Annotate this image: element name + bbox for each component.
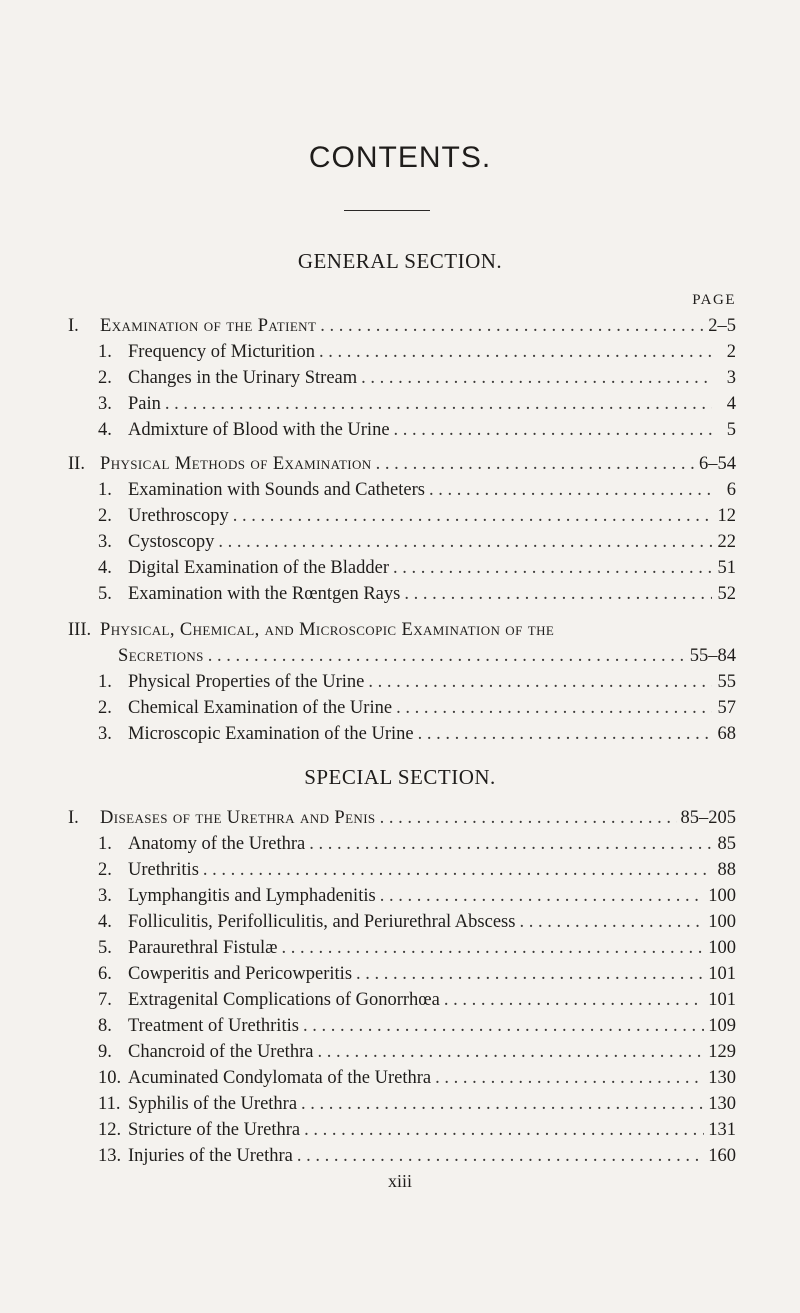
page-number: 85 xyxy=(717,834,736,854)
entry-number: 8. xyxy=(98,1016,112,1036)
toc-entry xyxy=(98,910,736,936)
entry-number: 1. xyxy=(98,672,112,692)
entry-title: Syphilis of the Urethra xyxy=(128,1094,298,1114)
page-number: 55 xyxy=(717,672,736,692)
entry-number: 10. xyxy=(98,1068,122,1088)
page-number: 85–205 xyxy=(680,808,736,828)
entry-title: Admixture of Blood with the Urine xyxy=(128,420,390,440)
page-number: 2 xyxy=(726,342,736,362)
chapter-title-continuation: Secretions xyxy=(118,646,204,666)
chapter-title: Physical, Chemical, and Microscopic Examination of the xyxy=(100,620,555,640)
page-number: 3 xyxy=(726,368,736,388)
page-folio: xiii xyxy=(387,1171,412,1191)
entry-title: Paraurethral Fistulæ xyxy=(128,938,278,958)
page-number: 2–5 xyxy=(708,316,736,336)
page-number: 51 xyxy=(717,558,736,578)
entry-number: 4. xyxy=(98,912,112,932)
entry-title: Chancroid of the Urethra xyxy=(128,1042,314,1062)
entry-number: 2. xyxy=(98,698,112,718)
entry-number: 4. xyxy=(98,558,112,578)
entry-number: 11. xyxy=(98,1094,121,1114)
dot-leader xyxy=(394,418,712,442)
page-number: 101 xyxy=(708,964,736,984)
entry-title: Urethroscopy xyxy=(128,506,229,526)
toc-entry xyxy=(98,1040,736,1066)
entry-number: 2. xyxy=(98,860,112,880)
page-number: 88 xyxy=(717,860,736,880)
page-number: 109 xyxy=(708,1016,736,1036)
page-number: 101 xyxy=(708,990,736,1010)
dot-leader xyxy=(393,556,712,580)
toc-entry xyxy=(98,696,736,722)
entry-title: Examination with the Rœntgen Rays xyxy=(128,584,401,604)
general-section-heading: GENERAL SECTION. xyxy=(297,249,503,273)
toc-chapter-continuation xyxy=(118,644,736,670)
chapter-number: I. xyxy=(68,316,79,336)
page-number: 57 xyxy=(717,698,736,718)
entry-number: 5. xyxy=(98,584,112,604)
toc-entry xyxy=(98,340,736,366)
entry-number: 3. xyxy=(98,886,112,906)
entry-title: Anatomy of the Urethra xyxy=(128,834,306,854)
entry-number: 3. xyxy=(98,724,112,744)
toc-entry xyxy=(98,722,736,748)
dot-leader xyxy=(303,1014,704,1038)
toc-entry xyxy=(98,504,736,530)
dot-leader xyxy=(320,314,704,338)
special-section-heading: SPECIAL SECTION. xyxy=(304,765,496,789)
toc-entry xyxy=(98,1144,736,1170)
toc-entry xyxy=(98,478,736,504)
entry-title: Treatment of Urethritis xyxy=(128,1016,299,1036)
entry-title: Cystoscopy xyxy=(128,532,215,552)
page-number: 100 xyxy=(708,938,736,958)
dot-leader xyxy=(218,530,712,554)
toc-chapter xyxy=(68,314,736,340)
dot-leader xyxy=(309,832,712,856)
dot-leader xyxy=(317,1040,704,1064)
dot-leader xyxy=(301,1092,704,1116)
entry-title: Changes in the Urinary Stream xyxy=(128,368,358,388)
page-number: 100 xyxy=(708,912,736,932)
dot-leader xyxy=(282,936,705,960)
page-number: 6–54 xyxy=(699,454,736,474)
entry-title: Acuminated Condylomata of the Urethra xyxy=(128,1068,432,1088)
entry-title: Injuries of the Urethra xyxy=(128,1146,293,1166)
toc-entry xyxy=(98,962,736,988)
toc-entry xyxy=(98,988,736,1014)
page-number: 55–84 xyxy=(689,646,736,666)
page-number: 68 xyxy=(717,724,736,744)
toc-entry xyxy=(98,936,736,962)
page-number: 130 xyxy=(708,1068,736,1088)
page-number: 12 xyxy=(717,506,736,526)
chapter-title: Physical Methods of Examination xyxy=(100,454,372,474)
dot-leader xyxy=(418,722,712,746)
dot-leader xyxy=(429,478,712,502)
dot-leader xyxy=(396,696,712,720)
toc-entry xyxy=(98,418,736,444)
entry-number: 1. xyxy=(98,834,112,854)
entry-title: Physical Properties of the Urine xyxy=(128,672,365,692)
entry-number: 7. xyxy=(98,990,112,1010)
dot-leader xyxy=(368,670,712,694)
entry-title: Stricture of the Urethra xyxy=(128,1120,301,1140)
toc-entry xyxy=(98,858,736,884)
entry-title: Folliculitis, Perifolliculitis, and Periurethral Abscess xyxy=(128,912,516,932)
entry-number: 2. xyxy=(98,506,112,526)
entry-title: Extragenital Complications of Gonorrhœa xyxy=(128,990,440,1010)
page-number: 22 xyxy=(717,532,736,552)
toc-entry xyxy=(98,832,736,858)
chapter-number: II. xyxy=(68,454,85,474)
dot-leader xyxy=(319,340,712,364)
entry-number: 12. xyxy=(98,1120,122,1140)
toc-entry xyxy=(98,392,736,418)
dot-leader xyxy=(356,962,704,986)
dot-leader xyxy=(376,452,695,476)
dot-leader xyxy=(304,1118,704,1142)
chapter-title: Examination of the Patient xyxy=(100,316,317,336)
entry-number: 1. xyxy=(98,480,112,500)
page-number: 131 xyxy=(708,1120,736,1140)
entry-title: Examination with Sounds and Catheters xyxy=(128,480,425,500)
dot-leader xyxy=(435,1066,704,1090)
toc-entry xyxy=(98,1066,736,1092)
page-number: 100 xyxy=(708,886,736,906)
page-column-label: PAGE xyxy=(692,292,736,308)
entry-number: 6. xyxy=(98,964,112,984)
chapter-number: I. xyxy=(68,808,79,828)
dot-leader xyxy=(203,858,712,882)
chapter-title: Diseases of the Urethra and Penis xyxy=(100,808,376,828)
entry-number: 3. xyxy=(98,394,112,414)
toc-entry xyxy=(98,582,736,608)
dot-leader xyxy=(297,1144,704,1168)
entry-number: 3. xyxy=(98,532,112,552)
entry-title: Pain xyxy=(128,394,161,414)
entry-title: Microscopic Examination of the Urine xyxy=(128,724,414,744)
toc-entry xyxy=(98,530,736,556)
toc-entry xyxy=(98,1014,736,1040)
entry-title: Chemical Examination of the Urine xyxy=(128,698,393,718)
entry-title: Urethritis xyxy=(128,860,199,880)
dot-leader xyxy=(519,910,704,934)
toc-entry xyxy=(98,556,736,582)
page-number: 6 xyxy=(726,480,736,500)
entry-number: 13. xyxy=(98,1146,122,1166)
toc-entry xyxy=(98,884,736,910)
page-number: 4 xyxy=(726,394,736,414)
entry-number: 2. xyxy=(98,368,112,388)
entry-title: Frequency of Micturition xyxy=(128,342,316,362)
dot-leader xyxy=(380,884,705,908)
page-number: 5 xyxy=(726,420,736,440)
dot-leader xyxy=(208,644,686,668)
entry-title: Digital Examination of the Bladder xyxy=(128,558,389,578)
dot-leader xyxy=(380,806,677,830)
entry-number: 5. xyxy=(98,938,112,958)
page-number: 129 xyxy=(708,1042,736,1062)
entry-number: 1. xyxy=(98,342,112,362)
dot-leader xyxy=(361,366,712,390)
toc-chapter xyxy=(68,452,736,478)
entry-title: Cowperitis and Pericowperitis xyxy=(128,964,353,984)
page-number: 130 xyxy=(708,1094,736,1114)
entry-title: Lymphangitis and Lymphadenitis xyxy=(128,886,376,906)
toc-entry xyxy=(98,366,736,392)
dot-leader xyxy=(404,582,712,606)
page-title: CONTENTS. xyxy=(308,141,492,174)
toc-entry xyxy=(98,1092,736,1118)
dot-leader xyxy=(444,988,704,1012)
toc-chapter xyxy=(68,806,736,832)
entry-number: 4. xyxy=(98,420,112,440)
chapter-number: III. xyxy=(68,620,92,640)
entry-number: 9. xyxy=(98,1042,112,1062)
dot-leader xyxy=(233,504,712,528)
dot-leader xyxy=(165,392,712,416)
page-number: 52 xyxy=(717,584,736,604)
title-rule xyxy=(344,210,430,211)
toc-entry xyxy=(98,670,736,696)
toc-entry xyxy=(98,1118,736,1144)
toc-chapter-first-line xyxy=(68,618,736,644)
page-number: 160 xyxy=(708,1146,736,1166)
